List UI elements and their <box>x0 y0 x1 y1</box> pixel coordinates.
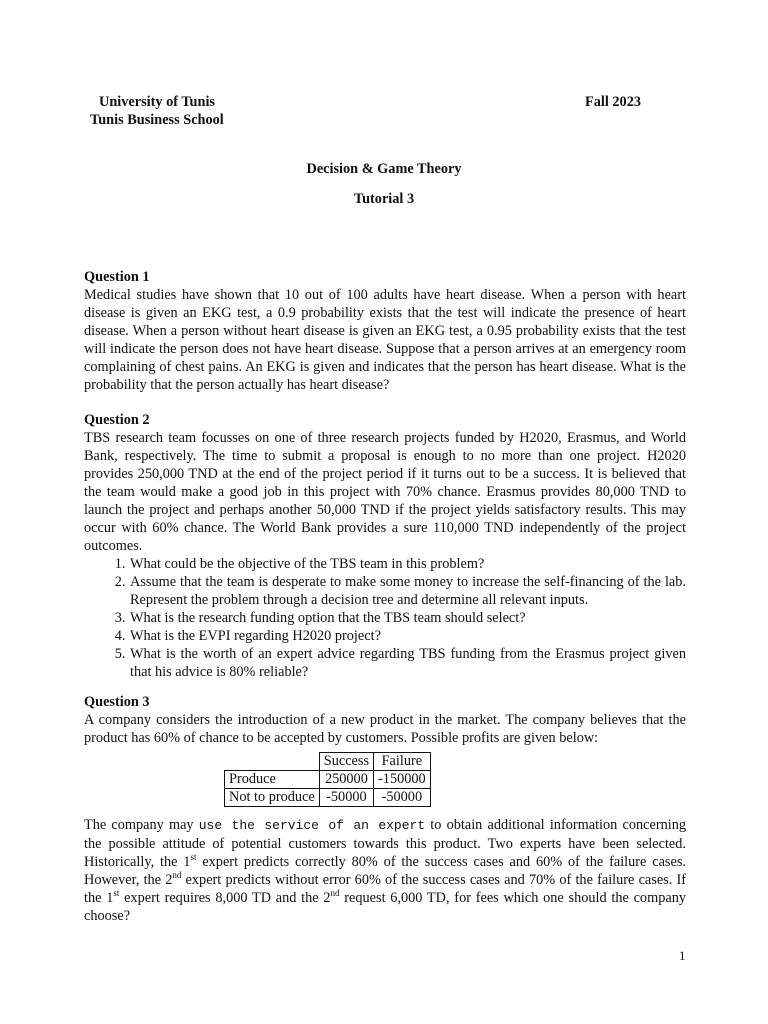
list-item: 1. What could be the objective of the TBS team in this problem? <box>129 555 686 573</box>
list-item: 4. What is the EVPI regarding H2020 project? <box>129 627 686 645</box>
question-3-intro: A company considers the introduction of a new product in the market. The company believes that the product has 60% of chance to be accepted by customers. Possible profits are given below: <box>84 712 686 746</box>
question-2-list <box>84 555 686 681</box>
question-2-title: Question 2 <box>84 412 150 428</box>
question-3-title: Question 3 <box>84 694 150 710</box>
table-row-label: Produce <box>225 771 320 789</box>
list-item: 2. Assume that the team is desperate to make some money to increase the self-financing of the lab. Represent the problem through a decision tree and determine all relevant inputs. <box>129 573 686 609</box>
table-corner-cell <box>225 753 320 771</box>
table-row <box>225 789 431 807</box>
ordinal-suffix: st <box>113 888 120 899</box>
list-item: 5. What is the worth of an expert advice regarding TBS funding from the Erasmus project given that his advice is 80% reliable? <box>129 645 686 681</box>
question-1-text: Medical studies have shown that 10 out of 100 adults have heart disease. When a person with heart disease is given an EKG test, a 0.9 probability exists that the test will indicate the presence of heart disease. When a person without heart disease is given an EKG test, a 0.95 probability exists that the test will indicate the person does not have heart disease. Suppose that a person arrives at an emergency room complaining of chest pains. An EKG is given and indicates that the person has heart disease. What is the probability that the person actually has heart disease? <box>84 287 686 393</box>
text-fragment: expert requires 8,000 TD and the 2 <box>119 890 331 906</box>
list-item: 3. What is the research funding option that the TBS team should select? <box>129 609 686 627</box>
table-header-cell: Success <box>319 753 373 771</box>
page-number: 1 <box>679 948 686 963</box>
question-2-text: TBS research team focusses on one of three research projects funded by H2020, Erasmus, and World Bank, respectively. The time to submit a proposal is enough to no more than one project. H2020 provides 250,000 TND at the end of the project period if it turns out to be a success. It is believed that the team would make a good job in this project with 70% chance. Erasmus provides 80,000 TND to launch the project and perhaps another 50,000 TND if the project yields satisfactory results. This may occur with 60% chance. The World Bank provides a sure 110,000 TND independently of the project outcomes. <box>84 430 686 554</box>
question-2 <box>84 411 686 681</box>
institution-header <box>90 94 224 129</box>
code-fragment: use the service of an expert <box>198 818 426 833</box>
text-fragment: The company may <box>84 817 199 833</box>
table-cell: 250000 <box>319 771 373 789</box>
ordinal-suffix: nd <box>330 888 340 899</box>
ordinal-suffix: st <box>190 852 197 863</box>
school-name: Tunis Business School <box>90 111 224 128</box>
term-label: Fall 2023 <box>585 94 641 110</box>
text-fragment: expert predicts correctly 80% of the success cases and 60% of the failure cases. However, the 2 <box>84 854 686 888</box>
text-fragment: request 6,000 TD, for fees which one should the company choose? <box>84 890 686 924</box>
table-header-cell: Failure <box>374 753 431 771</box>
course-title: Decision & Game Theory <box>306 161 462 177</box>
university-name: University of Tunis <box>99 94 215 110</box>
table-header-row <box>225 753 431 771</box>
question-3-text <box>84 816 686 925</box>
table-cell: -50000 <box>374 789 431 807</box>
text-fragment: expert predicts without error 60% of the success cases and 70% of the failure cases. If the 1 <box>84 872 687 906</box>
text-fragment: to obtain additional information concerning the possible attitude of potential customers towards this product. Two experts have been selected. Historically, the 1 <box>84 817 686 870</box>
table-cell: -50000 <box>319 789 373 807</box>
table-row <box>225 771 431 789</box>
table-cell: -150000 <box>374 771 431 789</box>
question-1 <box>84 268 686 394</box>
profits-table <box>224 752 431 807</box>
table-row-label: Not to produce <box>225 789 320 807</box>
ordinal-suffix: nd <box>172 870 182 881</box>
tutorial-title: Tutorial 3 <box>353 191 415 207</box>
question-3 <box>84 693 686 925</box>
question-1-title: Question 1 <box>84 269 150 285</box>
